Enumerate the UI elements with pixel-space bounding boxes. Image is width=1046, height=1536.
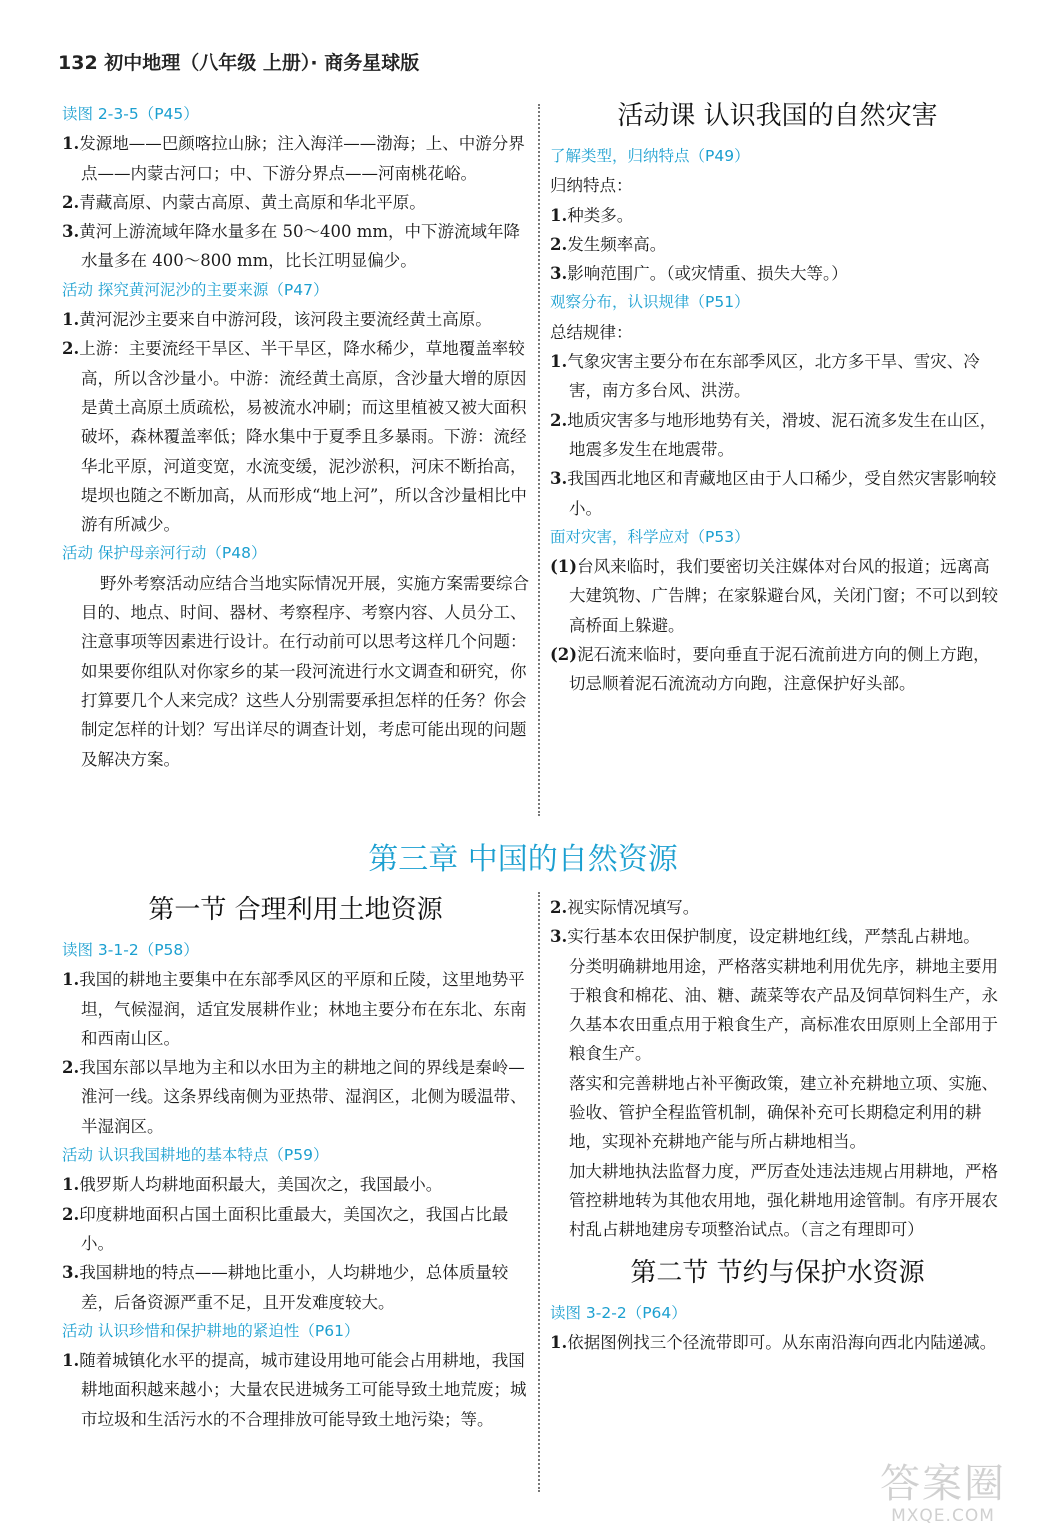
item-number: 1. xyxy=(62,310,80,330)
subheading: 读图 3-2-2（P64） xyxy=(550,1303,687,1322)
watermark-url: MXQE.COM xyxy=(891,1506,995,1526)
numbered-item xyxy=(550,230,1005,259)
item-text: 随着城镇化水平的提高，城市建设用地可能会占用耕地，我国耕地面积越来越小；大量农民进城务工可能导致土地荒废；城市垃圾和生活污水的不合理排放可能导致土地污染；等。 xyxy=(79,1351,527,1429)
item-number: (1) xyxy=(550,557,578,577)
item-text: 实行基本农田保护制度，设定耕地红线，严禁乱占耕地。 xyxy=(567,927,980,947)
item-number: (2) xyxy=(550,645,578,665)
item-text: 泥石流来临时，要向垂直于泥石流前进方向的侧上方跑，切忌顺着泥石流流动方向跑，注意保护好头部。 xyxy=(569,645,990,694)
numbered-item xyxy=(62,188,529,217)
numbered-item xyxy=(62,1346,529,1434)
numbered-item xyxy=(550,552,1005,640)
item-number: 3. xyxy=(550,927,568,947)
subheading: 读图 3-1-2（P58） xyxy=(62,941,199,959)
subheading: 活动 保护母亲河行动（P48） xyxy=(62,544,267,563)
numbered-item xyxy=(62,1053,529,1141)
item-number: 2. xyxy=(550,898,568,917)
section-one-title: 第一节 合理利用土地资源 xyxy=(148,895,443,925)
item-number: 2. xyxy=(62,1204,80,1224)
paragraph: 总结规律： xyxy=(550,322,633,342)
item-text: 黄河上游流域年降水量多在 50～400 mm，中下游流域年降水量多在 400～800 mm，比长江明显偏少。 xyxy=(79,222,521,271)
subheading: 活动 认识珍惜和保护耕地的紧迫性（P61） xyxy=(62,1321,360,1340)
subheading: 观察分布，认识规律（P51） xyxy=(550,293,750,312)
bottom-left-column xyxy=(62,888,529,1434)
item-text: 上游：主要流经干旱区、半干旱区，降水稀少，草地覆盖率较高，所以含沙量小。中游：流经黄土高原，含沙量大增的原因是黄土高原土质疏松，易被流水冲刷；而这里植被又被大面积破坏，森林覆盖率低；降水集中于夏季且多暴雨。下游：流经华北平原，河道变宽，水流变缓，泥沙淤积，河床不断抬高，堤坝也随之不断加高，从而形成“地上河”，所以含沙量相比中游有所减少。 xyxy=(79,339,527,535)
chapter-title: 第三章 中国的自然资源 xyxy=(368,842,678,877)
column-divider-top xyxy=(538,104,540,816)
numbered-item xyxy=(62,305,529,334)
top-right-column xyxy=(550,94,1005,699)
item-text: 黄河泥沙主要来自中游河段，该河段主要流经黄土高原。 xyxy=(79,310,492,330)
item-text: 视实际情况填写。 xyxy=(567,898,700,917)
paragraph: 归纳特点： xyxy=(550,176,633,196)
item-number: 2. xyxy=(550,410,568,430)
item-number: 1. xyxy=(550,1332,568,1352)
paragraph: 加大耕地执法监督力度，严厉查处违法违规占用耕地，严格管控耕地转为其他农用地，强化耕地用途管制。有序开展农村乱占耕地建房专项整治试点。（言之有理即可） xyxy=(569,1161,998,1240)
paragraph: 分类明确耕地用途，严格落实耕地利用优先序，耕地主要用于粮食和棉花、油、糖、蔬菜等农产品及饲草饲料生产，永久基本农田重点用于粮食生产，高标准农田原则上全部用于粮食生产。 xyxy=(569,956,998,1064)
numbered-item xyxy=(550,464,1005,523)
numbered-item xyxy=(62,217,529,276)
subheading: 活动 探究黄河泥沙的主要来源（P47） xyxy=(62,280,329,299)
bottom-right-column xyxy=(550,893,1005,1357)
item-number: 1. xyxy=(62,134,80,154)
item-text: 依据图例找三个径流带即可。从东南沿海向西北内陆递减。 xyxy=(567,1332,997,1352)
item-number: 3. xyxy=(550,264,568,284)
item-text: 我国西北地区和青藏地区由于人口稀少，受自然灾害影响较小。 xyxy=(567,469,997,518)
item-text: 青藏高原、内蒙古高原、黄土高原和华北平原。 xyxy=(79,192,426,212)
numbered-item xyxy=(62,129,529,188)
activity-lesson-title: 活动课 认识我国的自然灾害 xyxy=(617,101,938,131)
watermark xyxy=(868,1462,1018,1526)
watermark-logo: 答案圈 xyxy=(880,1461,1006,1507)
paragraph: 落实和完善耕地占补平衡政策，建立补充耕地立项、实施、验收、管护全程监管机制，确保补充可长期稳定利用的耕地，实现补充耕地产能与所占耕地相当。 xyxy=(569,1073,998,1152)
page-header: 132 初中地理（八年级 上册）· 商务星球版 xyxy=(58,52,420,74)
numbered-item xyxy=(62,965,529,1053)
item-number: 2. xyxy=(62,339,80,359)
subheading: 读图 2-3-5（P45） xyxy=(62,105,199,123)
item-text: 印度耕地面积占国土面积比重最大，美国次之，我国占比最小。 xyxy=(79,1204,509,1253)
paragraph: 野外考察活动应结合当地实际情况开展，实施方案需要综合目的、地点、时间、器材、考察程序、考察内容、人员分工、注意事项等因素进行设计。在行动前可以思考这样几个问题：如果要你组队对你家乡的某一段河流进行水文调查和研究，你打算要几个人来完成？这些人分别需要承担怎样的任务？你会制定怎样的计划？写出详尽的调查计划，考虑可能出现的问题及解决方案。 xyxy=(81,573,529,769)
numbered-item xyxy=(62,1258,529,1317)
item-number: 1. xyxy=(550,352,568,372)
item-number: 2. xyxy=(62,192,80,212)
item-text: 我国东部以旱地为主和以水田为主的耕地之间的界线是秦岭—淮河一线。这条界线南侧为亚热带、湿润区，北侧为暖温带、半湿润区。 xyxy=(79,1058,527,1136)
item-text: 俄罗斯人均耕地面积最大，美国次之，我国最小。 xyxy=(79,1175,443,1195)
numbered-item xyxy=(62,1170,529,1199)
numbered-item xyxy=(550,922,1005,951)
item-number: 1. xyxy=(62,1175,80,1195)
item-number: 3. xyxy=(550,469,568,489)
item-text: 发生频率高。 xyxy=(567,234,667,254)
item-text: 我国耕地的特点——耕地比重小，人均耕地少，总体质量较差，后备资源严重不足，且开发难度较大。 xyxy=(79,1263,509,1312)
item-text: 气象灾害主要分布在东部季风区，北方多干旱、雪灾、冷害，南方多台风、洪涝。 xyxy=(567,352,980,401)
item-number: 1. xyxy=(62,1351,80,1371)
numbered-item xyxy=(550,259,1005,288)
numbered-item xyxy=(550,406,1005,465)
column-divider-bottom xyxy=(538,892,540,1492)
item-number: 1. xyxy=(62,970,80,990)
numbered-item xyxy=(550,1328,1005,1357)
top-left-column xyxy=(62,100,529,774)
numbered-item xyxy=(550,347,1005,406)
item-number: 3. xyxy=(62,222,80,242)
item-text: 台风来临时，我们要密切关注媒体对台风的报道；远离高大建筑物、广告牌；在家躲避台风，关闭门窗；不可以到较高桥面上躲避。 xyxy=(569,557,998,635)
numbered-item xyxy=(550,893,1005,922)
item-number: 2. xyxy=(550,234,568,254)
subheading: 了解类型，归纳特点（P49） xyxy=(550,147,750,165)
item-text: 种类多。 xyxy=(567,205,634,225)
item-text: 我国的耕地主要集中在东部季风区的平原和丘陵，这里地势平坦，气候湿润，适宜发展耕作业；林地主要分布在东北、东南和西南山区。 xyxy=(79,970,527,1048)
numbered-item xyxy=(62,334,529,539)
item-number: 2. xyxy=(62,1058,80,1078)
numbered-item xyxy=(62,1200,529,1259)
item-number: 3. xyxy=(62,1263,80,1283)
section-two-title: 第二节 节约与保护水资源 xyxy=(630,1257,925,1288)
item-number: 1. xyxy=(550,205,568,225)
subheading: 活动 认识我国耕地的基本特点（P59） xyxy=(62,1146,329,1165)
numbered-item xyxy=(550,640,1005,699)
item-text: 影响范围广。（或灾情重、损失大等。） xyxy=(567,264,848,284)
numbered-item xyxy=(550,201,1005,230)
item-text: 发源地——巴颜喀拉山脉；注入海洋——渤海；上、中游分界点——内蒙古河口；中、下游分界点——河南桃花峪。 xyxy=(79,134,525,183)
item-text: 地质灾害多与地形地势有关，滑坡、泥石流多发生在山区，地震多发生在地震带。 xyxy=(567,410,997,459)
subheading: 面对灾害，科学应对（P53） xyxy=(550,527,750,546)
